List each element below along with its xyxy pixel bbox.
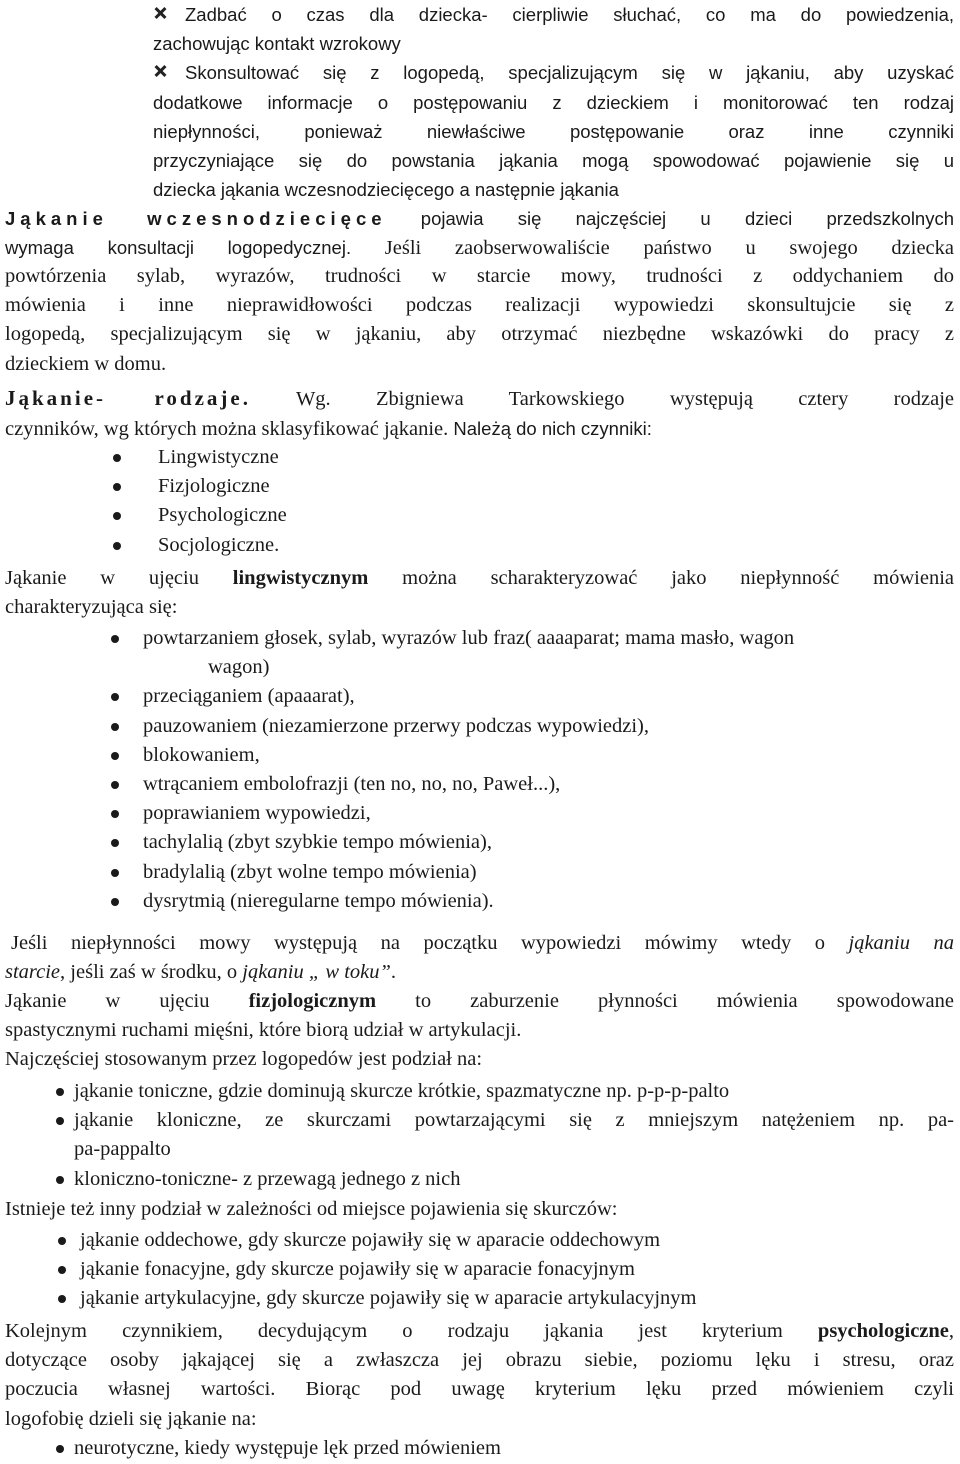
paragraph-line: mówienia i inne nieprawidłowości podczas realizacji wypowiedzi skonsultujcie się z bbox=[5, 294, 954, 317]
physiological-section: Jąkanie w ujęciu fizjologicznym to zaburzenie płynności mówienia spowodowane spastycznymi ruchami mięśni, które biorą udział w artykulacji. Najczęściej stosowanym przez logopedów jest podział na: bbox=[5, 987, 954, 1075]
list-item: Socjologiczne. bbox=[0, 531, 954, 560]
early-stuttering-section bbox=[5, 204, 954, 263]
start-paragraph: Jeśli niepłynności mowy występują na początku wypowiedzi mówimy wtedy o jąkaniu na starcie, jeśli zaś w środku, o jąkaniu „ w toku”. bbox=[5, 932, 955, 984]
paragraph-line: wymaga konsultacji logopedycznej. bbox=[5, 237, 352, 259]
paragraph-line: czynników, wg których można sklasyfikować jąkanie. bbox=[5, 418, 449, 441]
paragraph-line: Wg. Zbigniewa Tarkowskiego występują cztery rodzaje bbox=[295, 388, 954, 410]
list-item: jąkanie oddechowe, gdy skurcze pojawiły się w aparacie oddechowym bbox=[0, 1226, 954, 1255]
linguistic-list bbox=[0, 624, 954, 916]
list-item: blokowaniem, bbox=[0, 741, 954, 770]
paragraph-line: logofobię dzieli się jąkanie na: bbox=[5, 1407, 257, 1430]
list-item: powtarzaniem głosek, sylab, wyrazów lub fraz( aaaaparat; mama masło, wagon wagon) bbox=[0, 624, 954, 682]
list-item: jąkanie artykulacyjne, gdy skurcze pojawiły się w aparacie artykulacyjnym bbox=[0, 1284, 954, 1313]
recommendation-1-line: zachowując kontakt wzrokowy bbox=[153, 33, 401, 55]
paragraph-line: powtórzenia sylab, wyrazów, trudności w starcie mowy, trudności z oddychaniem do bbox=[5, 265, 954, 287]
paragraph-line: Należą do nich czynniki: bbox=[453, 418, 652, 440]
paragraph-line: Istnieje też inny podział w zależności od miejsce pojawienia się skurczów: bbox=[5, 1198, 618, 1220]
skurcze-list bbox=[0, 1226, 954, 1314]
cross-bullet-icon bbox=[153, 64, 167, 78]
list-item: bradylalią (zbyt wolne tempo mówienia) bbox=[0, 858, 954, 887]
paragraph-line: dzieckiem w domu. bbox=[5, 352, 167, 375]
recommendations bbox=[5, 0, 954, 204]
recommendation-2-line: niepłynności, ponieważ niewłaściwe postępowanie oraz inne czynniki bbox=[153, 120, 954, 142]
paragraph-line: pojawia się najczęściej u dzieci przedszkolnych bbox=[420, 208, 955, 229]
early-stuttering-body bbox=[5, 262, 954, 379]
paragraph-line: Najczęściej stosowanym przez logopedów jest podział na: bbox=[5, 1048, 483, 1071]
bold-term: fizjologicznym bbox=[248, 990, 377, 1012]
section-heading: Jąkanie wczesnodziecięce bbox=[5, 208, 387, 229]
linguistic-section: Jąkanie w ujęciu lingwistycznym można scharakteryzować jako niepłynność mówienia charakteryzująca się: bbox=[5, 564, 954, 622]
paragraph-line: charakteryzująca się: bbox=[5, 596, 178, 619]
psychological-section: Kolejnym czynnikiem, decydującym o rodzaju jąkania jest kryterium psychologiczne, dotyczące osoby jąkającej się a zwłaszcza jej obrazu siebie, poziomu lęku i stresu, oraz poczucia własnej wartości. Biorąc pod uwagę kryterium lęku przed mówieniem czyli logofobię dzieli się jąkanie na: bbox=[5, 1317, 954, 1434]
paragraph-line: logopedą, specjalizującym się w jąkaniu, aby otrzymać niezbędne wskazówki do pracy z bbox=[5, 323, 954, 346]
paragraph-line: Jeśli zaobserwowaliście państwo u swojego dziecka bbox=[384, 237, 954, 260]
types-section bbox=[5, 384, 954, 444]
physiological-list bbox=[0, 1077, 954, 1194]
list-item: tachylalią (zbyt szybkie tempo mówienia), bbox=[0, 828, 954, 857]
list-item: pauzowaniem (niezamierzone przerwy podczas wypowiedzi), bbox=[0, 712, 954, 741]
list-item: neurotyczne, kiedy występuje lęk przed mówieniem bbox=[0, 1434, 954, 1463]
list-item: jąkanie toniczne, gdzie dominują skurcze krótkie, spazmatyczne np. p-p-p-palto bbox=[0, 1077, 954, 1106]
list-item: jąkanie fonacyjne, gdy skurcze pojawiły się w aparacie fonacyjnym bbox=[0, 1255, 954, 1284]
list-item: dysrytmią (nieregularne tempo mówienia). bbox=[0, 887, 954, 916]
bold-term: psychologiczne bbox=[817, 1320, 949, 1342]
bold-term: lingwistycznym bbox=[232, 567, 369, 589]
cross-bullet-icon bbox=[153, 6, 167, 20]
psychological-list bbox=[0, 1434, 954, 1463]
list-item: Lingwistyczne bbox=[0, 443, 954, 472]
paragraph-line: poczucia własnej wartości. Biorąc pod uwagę kryterium lęku przed mówieniem czyli bbox=[5, 1378, 954, 1401]
recommendation-2-line: dodatkowe informacje o postępowaniu z dzieckiem i monitorować ten rodzaj bbox=[153, 91, 954, 113]
list-item: Fizjologiczne bbox=[0, 472, 954, 501]
list-item: Psychologiczne bbox=[0, 501, 954, 530]
list-item: kloniczno-toniczne- z przewagą jednego z nich bbox=[0, 1165, 954, 1194]
list-item: poprawianiem wypowiedzi, bbox=[0, 799, 954, 828]
list-item: wtrącaniem embolofrazji (ten no, no, no, Paweł...), bbox=[0, 770, 954, 799]
factor-list bbox=[0, 443, 954, 560]
physiological-subdivision bbox=[5, 1195, 954, 1224]
recommendation-2-line: przyczyniające się do powstania jąkania mogą spowodować pojawienie się u bbox=[153, 150, 954, 172]
recommendation-2-line: dziecka jąkania wczesnodziecięcego a następnie jąkania bbox=[153, 179, 619, 201]
recommendation-2-line: Skonsultować się z logopedą, specjalizującym się w jąkaniu, aby uzyskać bbox=[185, 62, 954, 84]
list-item: jąkanie kloniczne, ze skurczami powtarzającymi się z mniejszym natężeniem np. pa- pa-pappalto bbox=[0, 1106, 954, 1164]
paragraph-line: spastycznymi ruchami mięśni, które biorą udział w artykulacji. bbox=[5, 1019, 522, 1042]
list-item: przeciąganiem (apaaarat), bbox=[0, 682, 954, 711]
section-heading: Jąkanie- rodzaje. bbox=[5, 386, 251, 410]
paragraph-line: dotyczące osoby jąkającej się a zwłaszcza jej obrazu siebie, poziomu lęku i stresu, oraz bbox=[5, 1349, 954, 1372]
recommendation-1-line: Zadbać o czas dla dziecka- cierpliwie słuchać, co ma do powiedzenia, bbox=[185, 4, 954, 25]
